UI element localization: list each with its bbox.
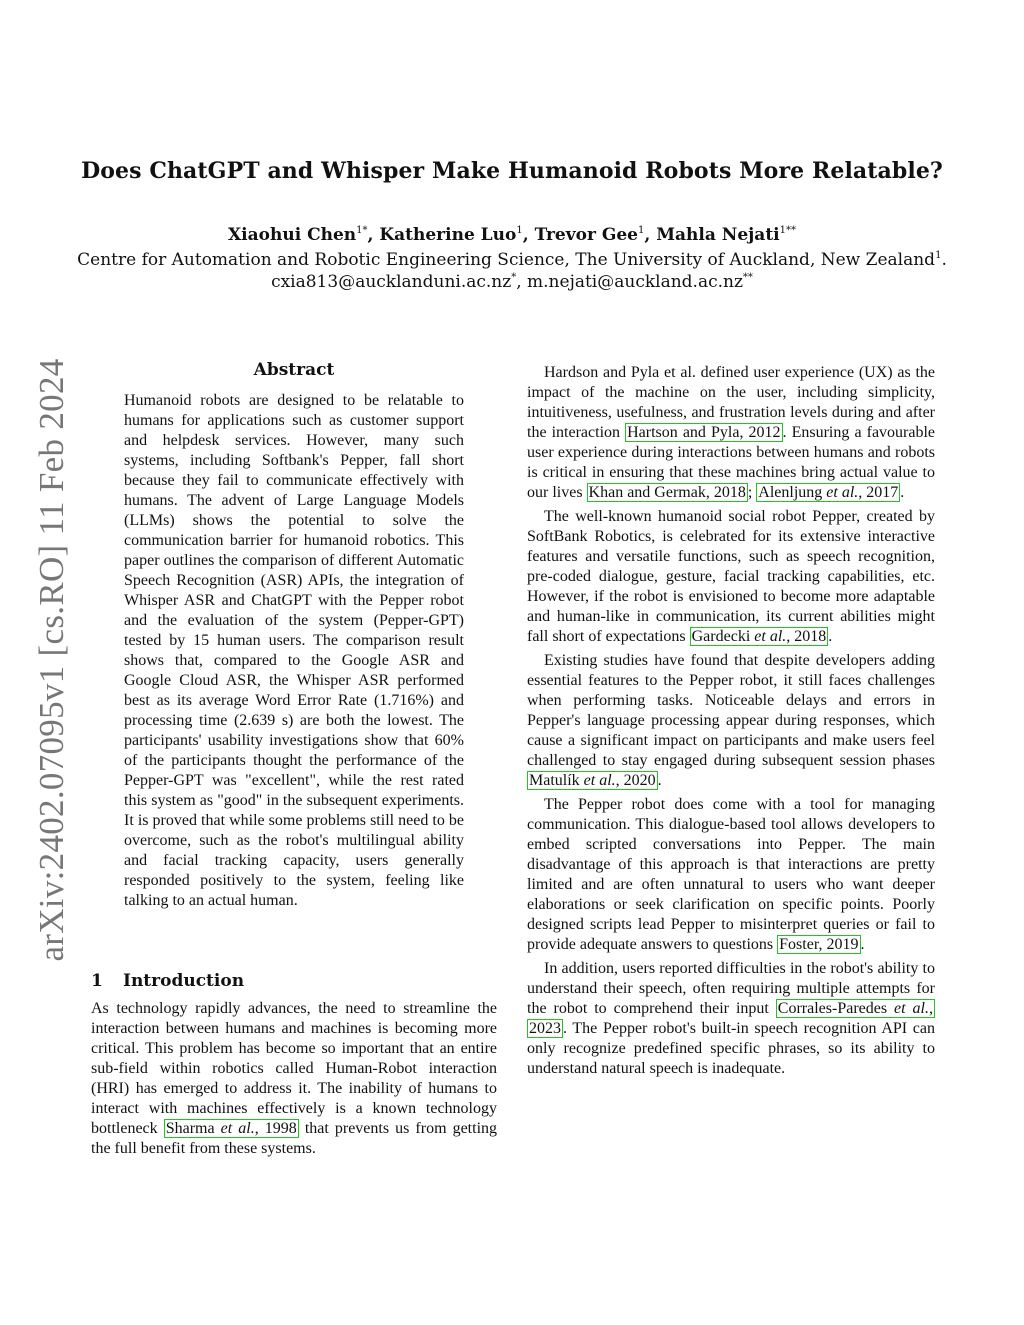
paragraph-text: . The Pepper robot's built-in speech recognition API can only recognize predefined specific phrases, so its ability to understand natural speech is inadequate. [527,1020,935,1077]
paragraph-text: . [860,936,865,953]
paragraph-text: . [828,628,833,645]
section-title: Introduction [123,971,245,991]
citation-separator: ; [747,484,757,501]
paper-title: Does ChatGPT and Whisper Make Humanoid Robots More Relatable? [81,158,943,184]
right-column [527,363,935,1083]
affiliation-period: . [941,250,947,270]
author-name: Mahla Nejati [656,225,780,245]
citation-etal: et al. [894,1000,929,1017]
citation-etal: et al. [754,628,787,645]
email-mark: ** [742,272,753,283]
paragraph-text: . [657,772,662,789]
author-emails [0,272,1024,292]
paragraph-speech-difficulties [527,959,935,1079]
citation-text: Matulík [529,772,584,789]
paragraph-dialogue-tool [527,795,935,955]
affiliation-text: Centre for Automation and Robotic Engineering Science, The University of Auckland, New Zealand [77,250,936,270]
author-affiliation-mark: 1 [516,225,523,236]
citation-year: , 2020 [615,772,656,789]
citation-etal: et al. [826,484,859,501]
citation-year: , 2017 [858,484,899,501]
author-name: Xiaohui Chen [227,225,357,245]
paragraph-text: Existing studies have found that despite developers adding essential features to the Pepper robot, it still faces challenges when performing tasks. Noticeable delays and errors in Pepper's language processing appear during responses, which cause a significant impact on participants and make users feel challenged to stay engaged during subsequent session phases [527,652,935,769]
section-number: 1 [91,971,103,991]
citation-etal: et al. [583,772,616,789]
email-separator: , [516,272,528,292]
introduction-paragraph [91,999,497,1159]
citation-text: Corrales-Paredes [777,1000,895,1017]
affiliation [0,250,1024,270]
citation-text: Sharma [165,1120,221,1137]
email-chen: cxia813@aucklanduni.ac.nz [271,272,512,292]
citation-link-khan[interactable]: Khan and Germak, 2018 [588,484,746,501]
paragraph-ux-definition [527,363,935,503]
citation-link-alenljung[interactable] [756,483,900,502]
citation-link-gardecki[interactable] [690,627,829,646]
author-affiliation-mark: 1* [356,225,368,236]
citation-etal: et al. [220,1120,255,1137]
affiliation-mark: 1 [935,250,942,261]
paragraph-text: Hardson and Pyla et al. defined user experience (UX) as the impact of the machine on the user, including simplicity, intuitiveness, usefulness, and frustration levels during and after the interaction [527,364,935,441]
citation-link-sharma[interactable] [164,1119,299,1138]
citation-link-matulik[interactable] [527,771,658,790]
email-mark: * [511,272,517,283]
paragraph-text: The Pepper robot does come with a tool for managing communication. This dialogue-based tool allows developers to embed scripted conversations into Pepper. The main disadvantage of this approach is that interactions are pretty limited and are often unnatural to users who want deeper elaborations or seek clarification on specific points. Poorly designed scripts lead Pepper to misinterpret queries or fail to provide adequate answers to questions [527,796,935,953]
paragraph-existing-studies [527,651,935,791]
email-nejati: m.nejati@auckland.ac.nz [527,272,743,292]
author-affiliation-mark: 1** [779,225,797,236]
arxiv-identifier-stamp: arXiv:2402.07095v1 [cs.RO] 11 Feb 2024 [32,358,71,962]
author-name: Katherine Luo [379,225,517,245]
section-heading-introduction [91,971,244,991]
abstract-heading: Abstract [253,360,335,380]
citation-year: , 1998 [254,1120,297,1137]
paragraph-text: As technology rapidly advances, the need to streamline the interaction between humans and machines is becoming more critical. This problem has become so important that an entire sub-field within robotics called Human-Robot interaction (HRI) has emerged to address it. The inability of humans to interact with machines effectively is a known technology bottleneck [91,1000,497,1137]
paragraph-pepper-robot [527,507,935,647]
author-name: Trevor Gee [534,225,638,245]
citation-year: , 2018 [786,628,827,645]
citation-year: , 2023 [529,1000,933,1037]
paragraph-text: . [900,484,905,501]
paragraph-text: that prevents us from getting the full benefit from these systems. [91,1120,498,1157]
citation-link-foster[interactable]: Foster, 2019 [779,936,859,953]
author-separator: , [367,225,380,245]
citation-link-hartson[interactable]: Hartson and Pyla, 2012 [627,424,781,441]
abstract-text: Humanoid robots are designed to be relatable to humans for applications such as customer support and helpdesk services. However, many such systems, including Softbank's Pepper, fall short because they fail to communicate effectively with humans. The advent of Large Language Models (LLMs) shows the potential to solve the communication barrier for humanoid robotics. This paper outlines the comparison of different Automatic Speech Recognition (ASR) APIs, the integration of Whisper ASR and ChatGPT with the Pepper robot and the evaluation of the system (Pepper-GPT) tested by 15 human users. The comparison result shows that, compared to the Google ASR and Google Cloud ASR, the Whisper ASR performed best as its average Word Error Rate (1.716%) and processing time (2.639 s) are both the lowest. The participants' usability investigations show that 60% of the participants thought the performance of the Pepper-GPT was "excellent", while the rest rated this system as "good" in the subsequent experiments. It is proved that while some problems still need to be overcome, such as the robot's multilingual ability and facial tracking capacity, users generally responded positively to the system, feeling like talking to an actual human. [124,392,464,909]
paragraph-text: The well-known humanoid social robot Pepper, created by SoftBank Robotics, is celebrated for its extensive interactive features and versatile functions, such as speech recognition, pre-coded dialogue, gesture, facial tracking capabilities, etc. However, if the robot is envisioned to become more adaptable and human-like in communication, its current abilities might fall short of expectations [527,508,935,645]
author-separator: , [522,225,535,245]
citation-text: Alenljung [758,484,827,501]
author-affiliation-mark: 1 [638,225,645,236]
author-list [0,225,1024,245]
paragraph-text: . Ensuring a favourable user experience during interactions between humans and robots is critical in ensuring that these machines bring actual value to our lives [527,424,936,501]
paragraph-text: In addition, users reported difficulties in the robot's ability to understand their speech, often requiring multiple attempts for the robot to comprehend their input [527,960,935,1017]
citation-text: Gardecki [691,628,755,645]
author-separator: , [644,225,657,245]
